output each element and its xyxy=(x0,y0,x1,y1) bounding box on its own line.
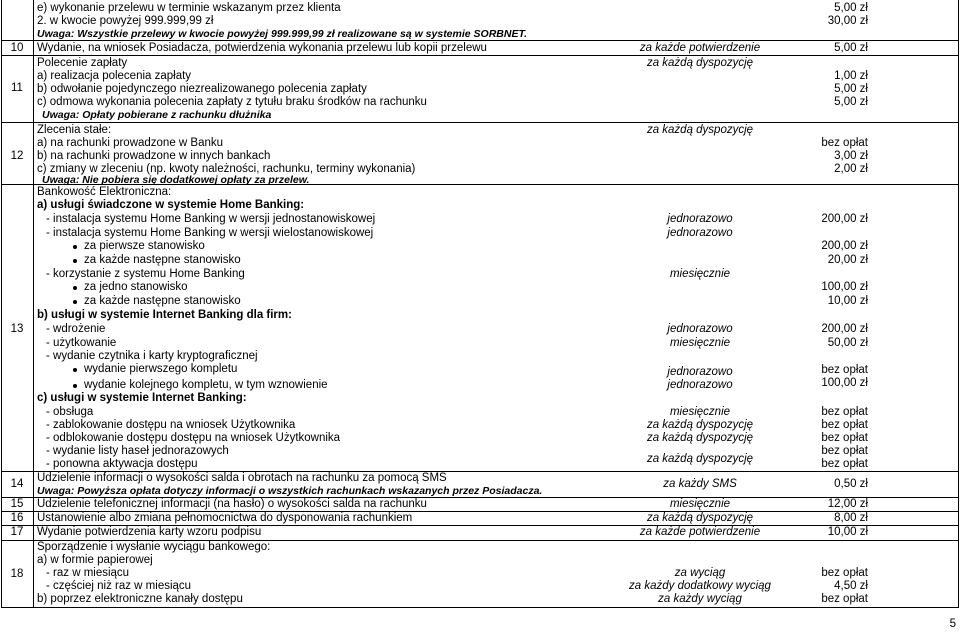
row-18-item-b: b) poprzez elektroniczne kanały dostępu xyxy=(37,593,243,605)
row-13-freq-a1: jednorazowo xyxy=(667,213,733,225)
row-12-title: Zlecenia stałe: xyxy=(37,124,112,136)
row-18-fee-a1: bez opłat xyxy=(821,567,868,579)
row-13-a2-1: za pierwsze stanowisko xyxy=(84,240,205,252)
row-13-a3-1: za jedno stanowisko xyxy=(84,281,188,293)
row-11-number: 11 xyxy=(11,82,23,94)
row-18-title: Sporządzenie i wysłanie wyciągu bankowego: xyxy=(37,541,271,553)
row-18-fee-b: bez opłat xyxy=(821,593,868,605)
row-14-text: Udzielenie informacji o wysokości salda i obrotach na rachunku za pomocą SMS xyxy=(37,472,447,484)
row-13-fee-c1: bez opłat xyxy=(821,406,868,418)
row-e-fee-1: 5,00 zł xyxy=(834,2,868,14)
row-13-c4: - wydanie listy haseł jednorazowych xyxy=(46,445,229,457)
row-14-number: 14 xyxy=(10,478,24,490)
row-18-item-a1: - raz w miesiącu xyxy=(46,567,130,579)
row-13-fee-a3-1: 100,00 zł xyxy=(821,281,868,293)
row-13-fee-b3-2: 100,00 zł xyxy=(821,377,868,389)
row-14-frequency: za każdy SMS xyxy=(663,478,737,490)
row-13-fee-b3-1: bez opłat xyxy=(821,364,868,376)
bullet-icon xyxy=(73,259,77,263)
row-11-item-b: b) odwołanie pojedynczego niezrealizowanego polecenia zapłaty xyxy=(37,83,367,95)
row-divider xyxy=(1,55,959,56)
row-13-fee-c4: bez opłat xyxy=(821,445,868,457)
row-18-fee-a2: 4,50 zł xyxy=(834,580,868,592)
row-13-fee-a2-2: 20,00 zł xyxy=(827,254,868,266)
row-10-frequency: za każde potwierdzenie xyxy=(639,42,761,54)
row-13-a2-2: za każde następne stanowisko xyxy=(84,254,241,266)
row-e-text: e) wykonanie przelewu w terminie wskazanym przez klienta xyxy=(37,2,341,14)
row-12-number: 12 xyxy=(10,150,24,162)
row-13-c5: - ponowna aktywacja dostępu xyxy=(46,458,198,470)
page-number: 5 xyxy=(949,618,956,630)
row-12-item-b: b) na rachunki prowadzone w innych bankach xyxy=(37,150,271,162)
row-17-fee: 10,00 zł xyxy=(827,526,868,538)
row-13-title: Bankowość Elektroniczna: xyxy=(37,186,172,198)
row-11-fee-b: 5,00 zł xyxy=(834,83,868,95)
row-11-note: Uwaga: Opłaty pobierane z rachunku dłużnika xyxy=(42,109,272,121)
row-13-freq-b3-2: jednorazowo xyxy=(667,379,733,391)
row-13-freq-a3: miesięcznie xyxy=(669,268,731,280)
row-18-freq-a1: za wyciąg xyxy=(674,567,726,579)
row-12-frequency: za każdą dyspozycję xyxy=(646,124,754,136)
row-13-a2: - instalacja systemu Home Banking w wersji wielostanowiskowej xyxy=(46,227,374,239)
row-12-note: Uwaga: Nie pobiera się dodatkowej opłaty za przelew. xyxy=(42,174,310,186)
row-11-title: Polecenie zapłaty xyxy=(37,57,128,69)
row-13-freq-c1: miesięcznie xyxy=(669,406,731,418)
row-10-text: Wydanie, na wniosek Posiadacza, potwierdzenia wykonania przelewu lub kopii przelewu xyxy=(37,42,487,54)
row-18-item-a: a) w formie papierowej xyxy=(37,554,153,566)
row-13-freq-c2: za każdą dyspozycję xyxy=(646,419,754,431)
row-13-freq-b1: jednorazowo xyxy=(667,323,733,335)
row-18-item-a2: - częściej niż raz w miesiącu xyxy=(46,580,192,592)
row-13-fee-c3: bez opłat xyxy=(821,432,868,444)
row-13-section-c: c) usługi w systemie Internet Banking: xyxy=(37,392,247,404)
row-12-fee-b: 3,00 zł xyxy=(834,150,868,162)
row-13-c2: - zablokowanie dostępu na wniosek Użytkownika xyxy=(46,419,296,431)
row-16-text: Ustanowienie albo zmiana pełnomocnictwa do dysponowania rachunkiem xyxy=(37,512,413,524)
row-divider xyxy=(1,122,959,123)
row-14-note: Uwaga: Powyższa opłata dotyczy informacji o wszystkich rachunkach wskazanych przez Posiadacza. xyxy=(37,485,543,497)
row-13-freq-c4: za każdą dyspozycję xyxy=(646,453,754,465)
row-13-b2: - użytkowanie xyxy=(46,337,117,349)
row-17-text: Wydanie potwierdzenia karty wzoru podpisu xyxy=(37,526,262,538)
row-13-freq-b2: miesięcznie xyxy=(669,337,731,349)
row-13-b3: - wydanie czytnika i karty kryptograficznej xyxy=(46,350,258,362)
bullet-icon xyxy=(73,245,77,249)
row-15-text: Udzielenie telefonicznej informacji (na hasło) o wysokości salda na rachunku xyxy=(37,498,427,510)
row-11-fee-c: 5,00 zł xyxy=(834,96,868,108)
row-e-fee-2: 30,00 zł xyxy=(827,15,868,27)
row-13-freq-b3-1: jednorazowo xyxy=(667,366,733,378)
row-13-fee-c2: bez opłat xyxy=(821,419,868,431)
row-12-item-a: a) na rachunki prowadzone w Banku xyxy=(37,137,224,149)
row-10-fee: 5,00 zł xyxy=(834,42,868,54)
row-11-item-c: c) odmowa wykonania polecenia zapłaty z tytułu braku środków na rachunku xyxy=(37,96,427,108)
row-13-fee-a1: 200,00 zł xyxy=(821,213,868,225)
row-16-fee: 8,00 zł xyxy=(834,512,868,524)
row-13-fee-b2: 50,00 zł xyxy=(827,337,868,349)
row-15-fee: 12,00 zł xyxy=(827,498,868,510)
row-e-item-2: 2. w kwocie powyżej 999.999,99 zł xyxy=(37,15,214,27)
bullet-icon xyxy=(73,384,77,388)
row-12-fee-a: bez opłat xyxy=(821,137,868,149)
row-14-fee: 0,50 zł xyxy=(834,478,868,490)
row-17-number: 17 xyxy=(10,526,24,538)
row-13-number: 13 xyxy=(10,323,24,335)
bullet-icon xyxy=(73,368,77,372)
table-border-right xyxy=(958,0,959,608)
row-13-fee-a2-1: 200,00 zł xyxy=(821,240,868,252)
table-border-bottom xyxy=(1,607,959,608)
row-13-b3-2: wydanie kolejnego kompletu, w tym wznowienie xyxy=(84,379,328,391)
bullet-icon xyxy=(73,286,77,290)
row-13-freq-c3: za każdą dyspozycję xyxy=(646,432,754,444)
row-e-note: Uwaga: Wszystkie przelewy w kwocie powyżej 999.999,99 zł realizowane są w systemie SORBNET. xyxy=(37,28,528,40)
row-13-section-b: b) usługi w systemie Internet Banking dla firm: xyxy=(37,309,292,321)
row-10-number: 10 xyxy=(10,42,24,54)
row-13-freq-a2: jednorazowo xyxy=(667,227,733,239)
row-13-c1: - obsługa xyxy=(46,406,94,418)
column-divider-number xyxy=(33,0,34,608)
row-13-fee-b1: 200,00 zł xyxy=(821,323,868,335)
row-18-freq-b: za każdy wyciąg xyxy=(658,593,742,605)
row-11-frequency: za każdą dyspozycję xyxy=(646,57,754,69)
row-13-b3-1: wydanie pierwszego kompletu xyxy=(84,363,238,375)
row-11-fee-a: 1,00 zł xyxy=(834,70,868,82)
row-13-fee-a3-2: 10,00 zł xyxy=(827,295,868,307)
row-15-frequency: miesięcznie xyxy=(669,498,731,510)
row-18-number: 18 xyxy=(10,568,24,580)
row-13-c3: - odblokowanie dostępu dostępu na wniosek Użytkownika xyxy=(46,432,341,444)
row-17-frequency: za każde potwierdzenie xyxy=(639,526,761,538)
row-16-frequency: za każdą dyspozycję xyxy=(646,512,754,524)
row-13-a1: - instalacja systemu Home Banking w wersji jednostanowiskowej xyxy=(46,213,376,225)
row-13-b1: - wdrożenie xyxy=(46,323,106,335)
row-13-fee-c5: bez opłat xyxy=(821,458,868,470)
row-13-a3: - korzystanie z systemu Home Banking xyxy=(46,268,245,280)
bullet-icon xyxy=(73,300,77,304)
row-12-fee-c: 2,00 zł xyxy=(834,163,868,175)
row-16-number: 16 xyxy=(10,512,24,524)
row-13-section-a: a) usługi świadczone w systemie Home Banking: xyxy=(37,199,305,211)
row-15-number: 15 xyxy=(10,498,24,510)
row-11-item-a: a) realizacja polecenia zapłaty xyxy=(37,70,192,82)
row-12-item-c: c) zmiany w zleceniu (np. kwoty należności, rachunku, terminy wykonania) xyxy=(37,163,416,175)
row-13-a3-2: za każde następne stanowisko xyxy=(84,295,241,307)
row-18-freq-a2: za każdy dodatkowy wyciąg xyxy=(629,580,771,592)
